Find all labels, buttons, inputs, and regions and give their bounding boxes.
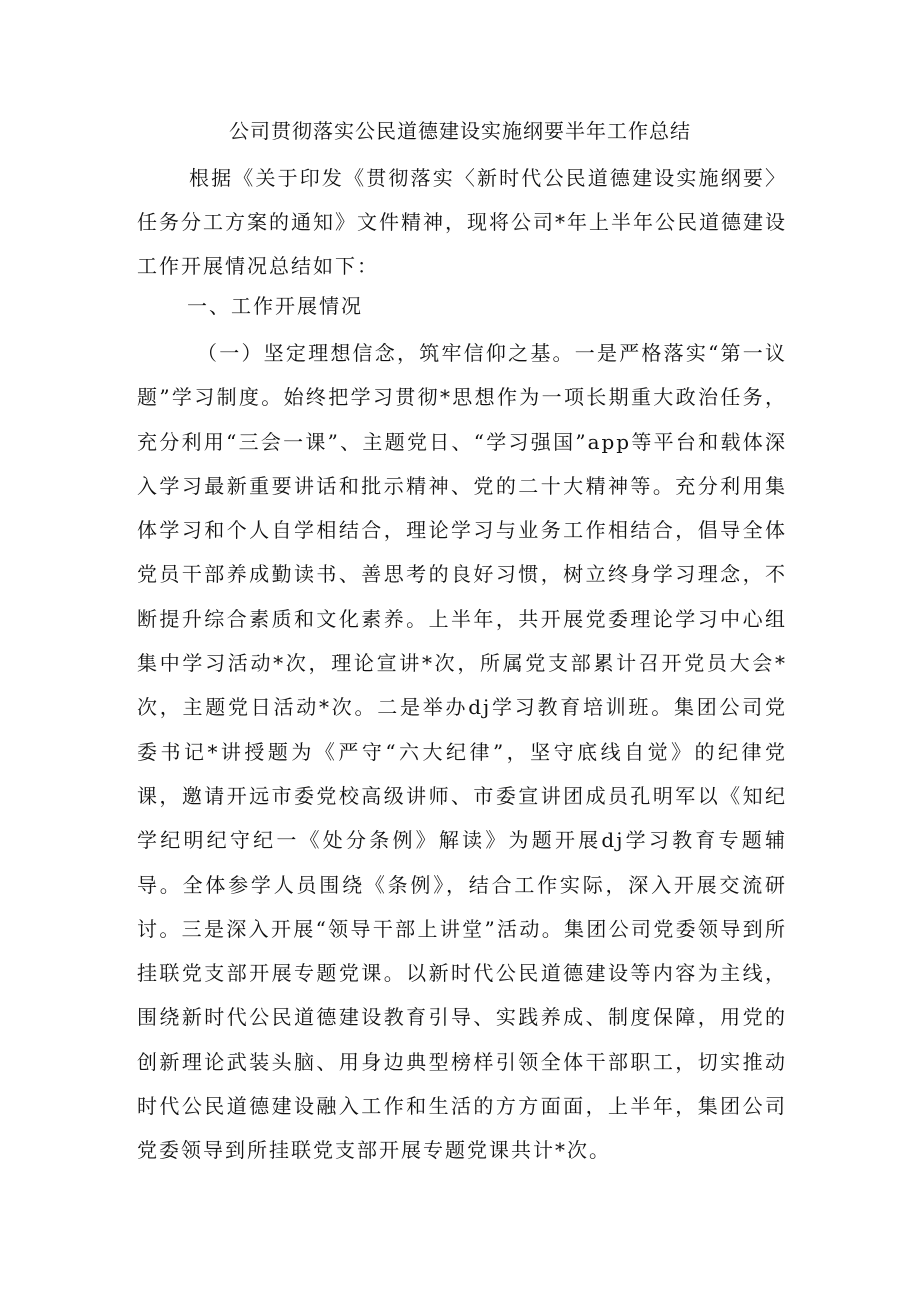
section-heading: 一、工作开展情况 xyxy=(187,294,363,318)
intro-paragraph: 根据《关于印发《贯彻落实〈新时代公民道德建设实施纲要〉任务分工方案的通知》文件精神，现将公司*年上半年公民道德建设工作开展情况总结如下： xyxy=(137,166,787,278)
document-title: 公司贯彻落实公民道德建设实施纲要半年工作总结 xyxy=(229,119,691,143)
body-paragraph: （一）坚定理想信念，筑牢信仰之基。一是严格落实“第一议题”学习制度。始终把学习贯彻*思想作为一项长期重大政治任务，充分利用“三会一课”、主题党日、“学习强国”app等平台和载体深入学习最新重要讲话和批示精神、党的二十大精神等。充分利用集体学习和个人自学相结合，理论学习与业务工作相结合，倡导全体党员干部养成勤读书、善思考的良好习惯，树立终身学习理念，不断提升综合素质和文化素养。上半年，共开展党委理论学习中心组集中学习活动*次，理论宣讲*次，所属党支部累计召开党员大会*次，主题党日活动*次。二是举办dj学习教育培训班。集团公司党委书记*讲授题为《严守“六大纪律”，坚守底线自觉》的纪律党课，邀请开远市委党校高级讲师、市委宣讲团成员孔明军以《知纪学纪明纪守纪一《处分条例》解读》为题开展dj学习教育专题辅导。全体参学人员围绕《条例》，结合工作实际，深入开展交流研讨。三是深入开展“领导干部上讲堂”活动。集团公司党委领导到所挂联党支部开展专题党课。以新时代公民道德建设等内容为主线，围绕新时代公民道德建设教育引导、实践养成、制度保障，用党的创新理论武装头脑、用身边典型榜样引领全体干部职工，切实推动时代公民道德建设融入工作和生活的方方面面，上半年，集团公司党委领导到所挂联党支部开展专题党课共计*次。 xyxy=(137,341,787,1163)
